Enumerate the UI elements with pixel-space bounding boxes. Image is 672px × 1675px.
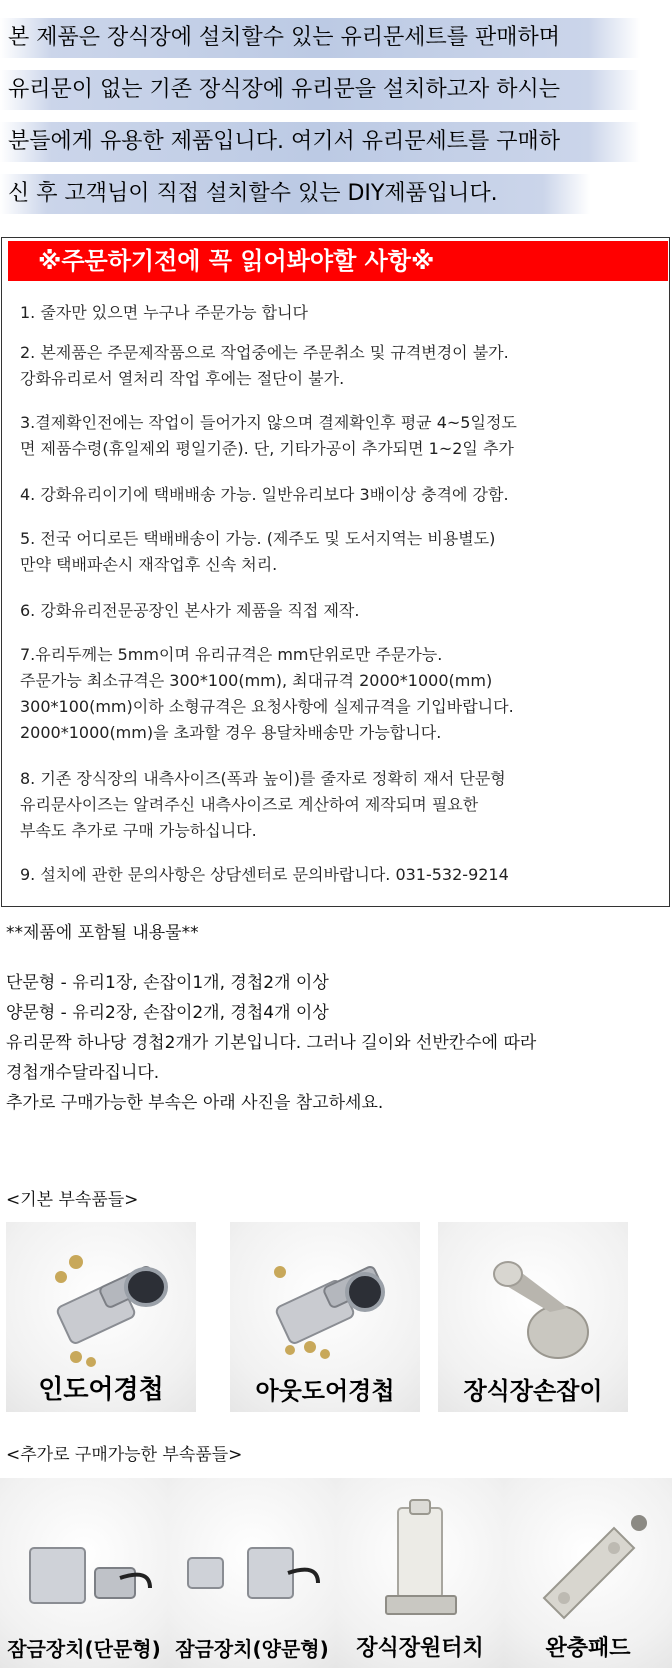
- photo-label: 완충패드: [545, 1636, 631, 1661]
- notice-item: 2. 본제품은 주문제작품으로 작업중에는 주문취소 및 규격변경이 불가.: [20, 343, 509, 362]
- intro-line: 본 제품은 장식장에 설치할수 있는 유리문세트를 판매하며: [0, 18, 640, 58]
- notice-item: 강화유리로서 열처리 작업 후에는 절단이 불가.: [20, 369, 345, 388]
- contents-line: 단문형 - 유리1장, 손잡이1개, 경첩2개 이상: [6, 973, 329, 993]
- product-photo-out-door-hinge: [230, 1222, 420, 1412]
- contents-heading: **제품에 포함될 내용물**: [6, 923, 199, 943]
- notice-item: 9. 설치에 관한 문의사항은 상담센터로 문의바랍니다. 031-532-9214: [20, 865, 509, 884]
- notice-item: 유리문사이즈는 알려주신 내측사이즈로 계산하여 제작되며 필요한: [20, 795, 479, 814]
- notice-title: ※주문하기전에 꼭 읽어봐야할 사항※: [8, 241, 668, 281]
- notice-item: 주문가능 최소규격은 300*100(mm), 최대규격 2000*1000(mm): [20, 671, 493, 690]
- notice-item: 2000*1000(mm)을 초과할 경우 용달차배송만 가능합니다.: [20, 723, 442, 742]
- intro-line: 유리문이 없는 기존 장식장에 유리문을 설치하고자 하시는: [0, 70, 640, 110]
- notice-item: 5. 전국 어디로든 택배배송이 가능. (제주도 및 도서지역는 비용별도): [20, 529, 496, 548]
- hinge-icon: [6, 1232, 196, 1372]
- intro-line: 신 후 고객님이 직접 설치할수 있는 DIY제품입니다.: [0, 174, 590, 214]
- extra-parts-title: <추가로 구매가능한 부속품들>: [6, 1445, 243, 1465]
- notice-item: 만약 택배파손시 재작업후 신속 처리.: [20, 555, 278, 574]
- photo-label: 잠금장치(양문형): [175, 1637, 329, 1661]
- lock-icon: [168, 1518, 336, 1638]
- lock-icon: [0, 1518, 168, 1638]
- notice-item: 면 제품수령(휴일제외 평일기준). 단, 기타가공이 추가되면 1~2일 추가: [20, 439, 514, 458]
- product-photo-cabinet-knob: [438, 1222, 628, 1412]
- notice-item: 6. 강화유리전문공장인 본사가 제품을 직접 제작.: [20, 601, 360, 620]
- contents-line: 유리문짝 하나당 경첩2개가 기본입니다. 그러나 길이와 선반칸수에 따라: [6, 1033, 537, 1053]
- product-photo-lock-single: [0, 1478, 168, 1668]
- touch-latch-icon: [336, 1488, 504, 1638]
- contents-line: 양문형 - 유리2장, 손잡이2개, 경첩4개 이상: [6, 1003, 329, 1023]
- knob-icon: [438, 1232, 628, 1372]
- photo-label: 아웃도어경첩: [255, 1377, 395, 1405]
- product-photo-lock-double: [168, 1478, 336, 1668]
- photo-label: 잠금장치(단문형): [7, 1637, 161, 1661]
- photo-label: 장식장원터치: [356, 1636, 484, 1661]
- damper-icon: [504, 1488, 672, 1638]
- contents-line: 추가로 구매가능한 부속은 아래 사진을 참고하세요.: [6, 1093, 384, 1113]
- notice-item: 300*100(mm)이하 소형규격은 요청사항에 실제규격을 기입바랍니다.: [20, 697, 514, 716]
- contents-line: 경첩개수달라집니다.: [6, 1063, 160, 1083]
- product-photo-damper-pad: [504, 1478, 672, 1668]
- photo-label: 장식장손잡이: [463, 1377, 603, 1405]
- product-photo-in-door-hinge: [6, 1222, 196, 1412]
- notice-item: 8. 기존 장식장의 내측사이즈(폭과 높이)를 줄자로 정확히 재서 단문형: [20, 769, 506, 788]
- basic-parts-title: <기본 부속품들>: [6, 1190, 139, 1210]
- product-photo-touch-latch: [336, 1478, 504, 1668]
- hinge-icon: [230, 1232, 420, 1372]
- intro-line: 분들에게 유용한 제품입니다. 여기서 유리문세트를 구매하: [0, 122, 640, 162]
- notice-item: 3.결제확인전에는 작업이 들어가지 않으며 결제확인후 평균 4~5일정도: [20, 413, 517, 432]
- notice-item: 1. 줄자만 있으면 누구나 주문가능 합니다: [20, 303, 308, 322]
- notice-item: 7.유리두께는 5mm이며 유리규격은 mm단위로만 주문가능.: [20, 645, 443, 664]
- notice-item: 4. 강화유리이기에 택배배송 가능. 일반유리보다 3배이상 충격에 강함.: [20, 485, 509, 504]
- photo-label: 인도어경첩: [38, 1375, 164, 1405]
- notice-box: [1, 237, 670, 907]
- notice-item: 부속도 추가로 구매 가능하십니다.: [20, 821, 257, 840]
